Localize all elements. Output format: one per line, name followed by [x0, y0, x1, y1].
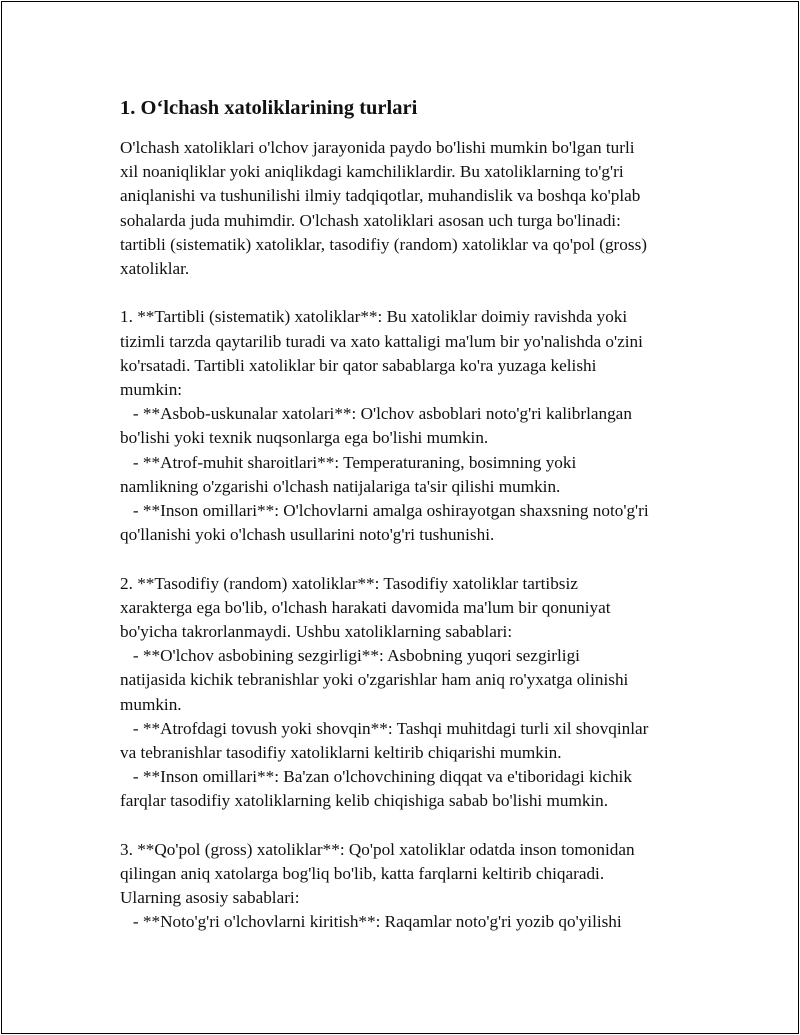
text-line: aniqlanishi va tushunilishi ilmiy tadqiqotlar, muhandislik va boshqa ko'plab: [120, 186, 641, 206]
text-line: xarakterga ega bo'lib, o'lchash harakati davomida ma'lum bir qonuniyat: [120, 597, 611, 617]
text-line: natijasida kichik tebranishlar yoki o'zgarishlar ham aniq ro'yxatga olinishi: [120, 670, 629, 690]
list-item-line: - **Inson omillari**: O'lchovlarni amalga oshirayotgan shaxsning noto'g'ri: [120, 501, 649, 521]
text-line: mumkin:: [120, 380, 183, 400]
gross-errors-paragraph: [120, 838, 700, 935]
text-line: 2. **Tasodifiy (random) xatoliklar**: Tasodifiy xatoliklar tartibsiz: [120, 573, 578, 593]
text-line: tartibli (sistematik) xatoliklar, tasodifiy (random) xatoliklar va qo'pol (gross): [120, 234, 647, 254]
text-line: xil noaniqliklar yoki aniqlikdagi kamchiliklardir. Bu xatoliklarning to'g'ri: [120, 162, 624, 182]
text-line: bo'lishi yoki texnik nuqsonlarga ega bo'lishi mumkin.: [120, 428, 489, 448]
text-line: sohalarda juda muhimdir. O'lchash xatoliklari asosan uch turga bo'linadi:: [120, 210, 621, 230]
document-page: [1, 1, 799, 1034]
list-item-line: - **Noto'g'ri o'lchovlarni kiritish**: Raqamlar noto'g'ri yozib qo'yilishi: [120, 912, 622, 932]
text-line: farqlar tasodifiy xatoliklarning kelib chiqishiga sabab bo'lishi mumkin.: [120, 791, 609, 811]
text-line: xatoliklar.: [120, 259, 190, 279]
text-line: O'lchash xatoliklari o'lchov jarayonida paydo bo'lishi mumkin bo'lgan turli: [120, 138, 635, 157]
text-line: tizimli tarzda qaytarilib turadi va xato kattaligi ma'lum bir yo'nalishda o'zini: [120, 331, 643, 351]
text-line: va tebranishlar tasodifiy xatoliklarni keltirib chiqarishi mumkin.: [120, 743, 562, 763]
text-line: mumkin.: [120, 694, 182, 714]
list-item-line: - **O'lchov asbobining sezgirligi**: Asbobning yuqori sezgirligi: [120, 646, 580, 666]
list-item-line: - **Asbob-uskunalar xatolari**: O'lchov asboblari noto'g'ri kalibrlangan: [120, 404, 632, 424]
text-line: ko'rsatadi. Tartibli xatoliklar bir qator sabablarga ko'ra yuzaga kelishi: [120, 355, 597, 375]
text-line: namlikning o'zgarishi o'lchash natijalariga ta'sir qilishi mumkin.: [120, 476, 561, 496]
intro-paragraph: [120, 136, 700, 281]
text-line: bo'yicha takrorlanmaydi. Ushbu xatoliklarning sabablari:: [120, 622, 513, 642]
text-line: 1. **Tartibli (sistematik) xatoliklar**: Bu xatoliklar doimiy ravishda yoki: [120, 307, 628, 327]
section-heading: 1. O‘lchash xatoliklarining turlari: [120, 97, 418, 119]
text-line: qo'llanishi yoki o'lchash usullarini noto'g'ri tushunishi.: [120, 525, 495, 545]
list-item-line: - **Atrofdagi tovush yoki shovqin**: Tashqi muhitdagi turli xil shovqinlar: [120, 718, 649, 738]
text-line: qilingan aniq xatolarga bog'liq bo'lib, katta farqlarni keltirib chiqaradi.: [120, 864, 605, 884]
document-body: [120, 94, 700, 959]
random-errors-paragraph: [120, 572, 700, 814]
text-line: 3. **Qo'pol (gross) xatoliklar**: Qo'pol xatoliklar odatda inson tomonidan: [120, 839, 635, 859]
text-line: Ularning asosiy sabablari:: [120, 888, 300, 908]
list-item-line: - **Inson omillari**: Ba'zan o'lchovchining diqqat va e'tiboridagi kichik: [120, 767, 632, 787]
systematic-errors-paragraph: [120, 305, 700, 547]
list-item-line: - **Atrof-muhit sharoitlari**: Temperaturaning, bosimning yoki: [120, 452, 577, 472]
